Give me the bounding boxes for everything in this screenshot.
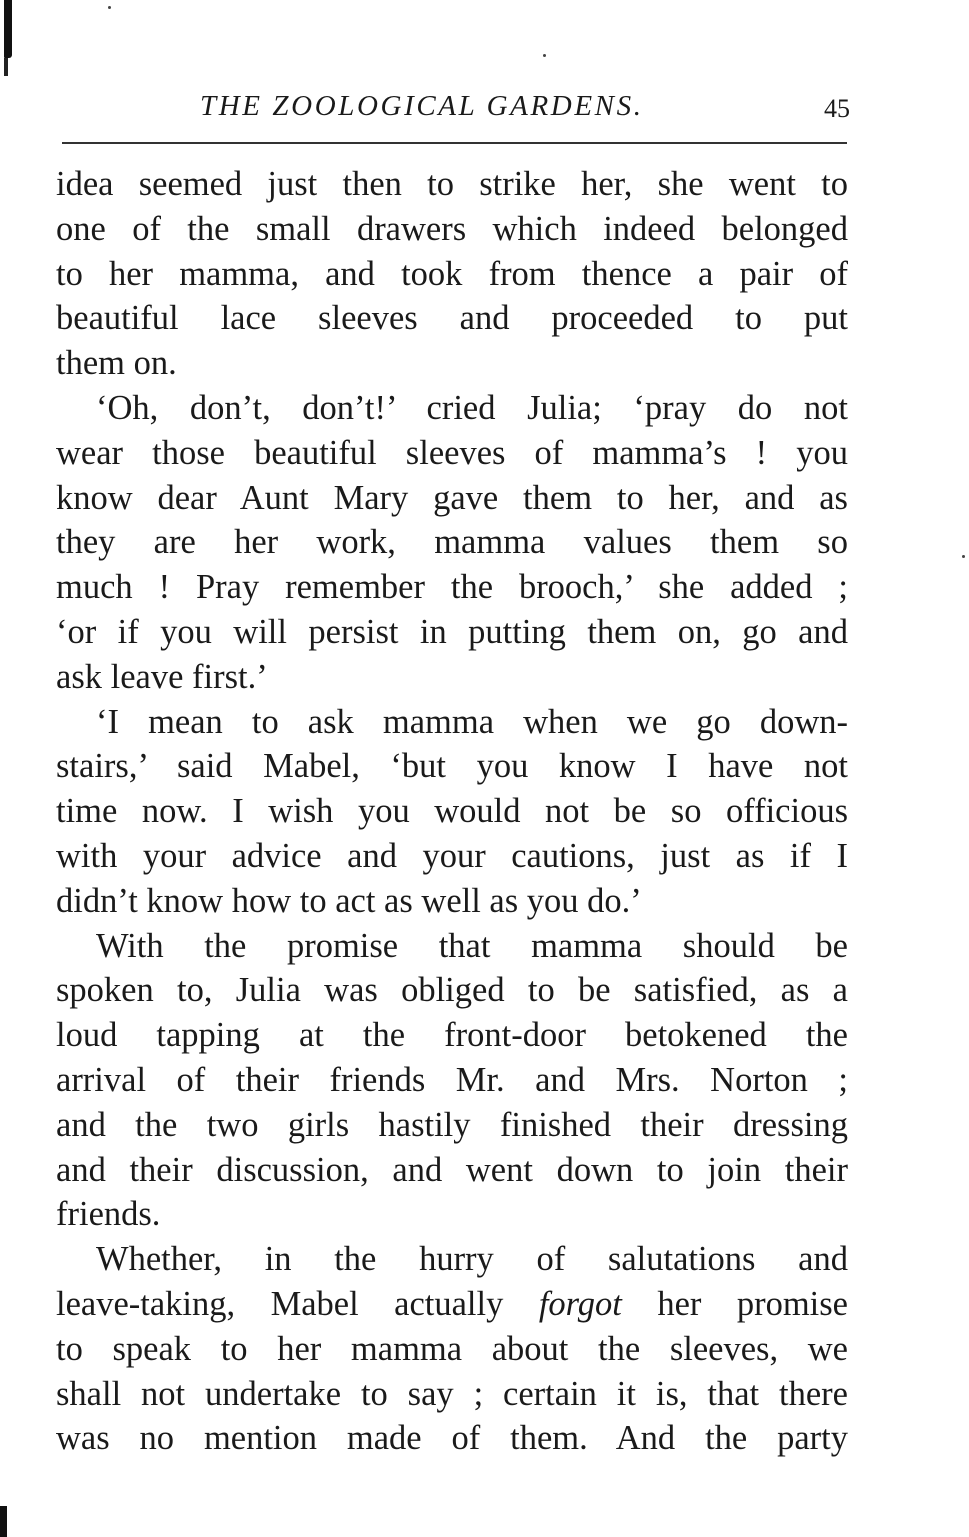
text-line: ask leave first.’ (56, 657, 268, 696)
header-rule (62, 142, 847, 144)
text-line: and their discussion, and went down to join their (56, 1150, 848, 1189)
text-fragment: her promise (657, 1284, 848, 1323)
body-text (56, 162, 848, 1461)
text-line: to her mamma, and took from thence a pair of (56, 254, 848, 293)
text-line: loud tapping at the front-door betokened the (56, 1016, 848, 1055)
text-line: With the promise that mamma should be (96, 926, 848, 965)
text-line: one of the small drawers which indeed belonged (56, 209, 848, 248)
page-number: 45 (824, 94, 850, 123)
text-line: time now. I wish you would not be so officious (56, 792, 848, 831)
scan-edge-mark-top (4, 0, 12, 58)
text-line: shall not undertake to say ; certain it is, that there (56, 1374, 848, 1413)
text-line: arrival of their friends Mr. and Mrs. Norton ; (56, 1060, 848, 1099)
text-line (56, 1282, 848, 1327)
page-header (200, 90, 860, 130)
text-line: stairs,’ said Mabel, ‘but you know I have not (56, 747, 848, 786)
scan-speck (962, 555, 965, 558)
text-line: ‘or if you will persist in putting them on, go and (56, 612, 848, 651)
text-line: Whether, in the hurry of salutations and (96, 1240, 848, 1279)
text-fragment: leave-taking, Mabel actually (56, 1284, 504, 1323)
text-line: ‘Oh, don’t, don’t!’ cried Julia; ‘pray do not (96, 388, 848, 427)
text-line: they are her work, mamma values them so (56, 523, 848, 562)
text-line: with your advice and your cautions, just as if I (56, 836, 848, 875)
italic-emphasis: forgot (538, 1284, 622, 1323)
text-line: was no mention made of them. And the party (56, 1419, 848, 1458)
running-head: THE ZOOLOGICAL GARDENS. (200, 90, 644, 122)
text-line: wear those beautiful sleeves of mamma’s ! you (56, 433, 848, 472)
text-line: beautiful lace sleeves and proceeded to put (56, 299, 848, 338)
text-line: them on. (56, 344, 177, 383)
text-line: idea seemed just then to strike her, she went to (56, 165, 848, 203)
text-line: and the two girls hastily finished their dressing (56, 1105, 848, 1144)
text-line: much ! Pray remember the brooch,’ she added ; (56, 568, 848, 607)
scan-speck (108, 6, 111, 9)
text-line: didn’t know how to act as well as you do.’ (56, 881, 642, 920)
scan-speck (543, 54, 546, 57)
text-line: know dear Aunt Mary gave them to her, and as (56, 478, 848, 517)
text-line: ‘I mean to ask mamma when we go down- (96, 702, 848, 741)
text-line: friends. (56, 1195, 161, 1234)
scan-edge-mark-bottom (0, 1506, 7, 1537)
text-line: spoken to, Julia was obliged to be satisfied, as a (56, 971, 848, 1010)
text-line: to speak to her mamma about the sleeves, we (56, 1329, 848, 1368)
